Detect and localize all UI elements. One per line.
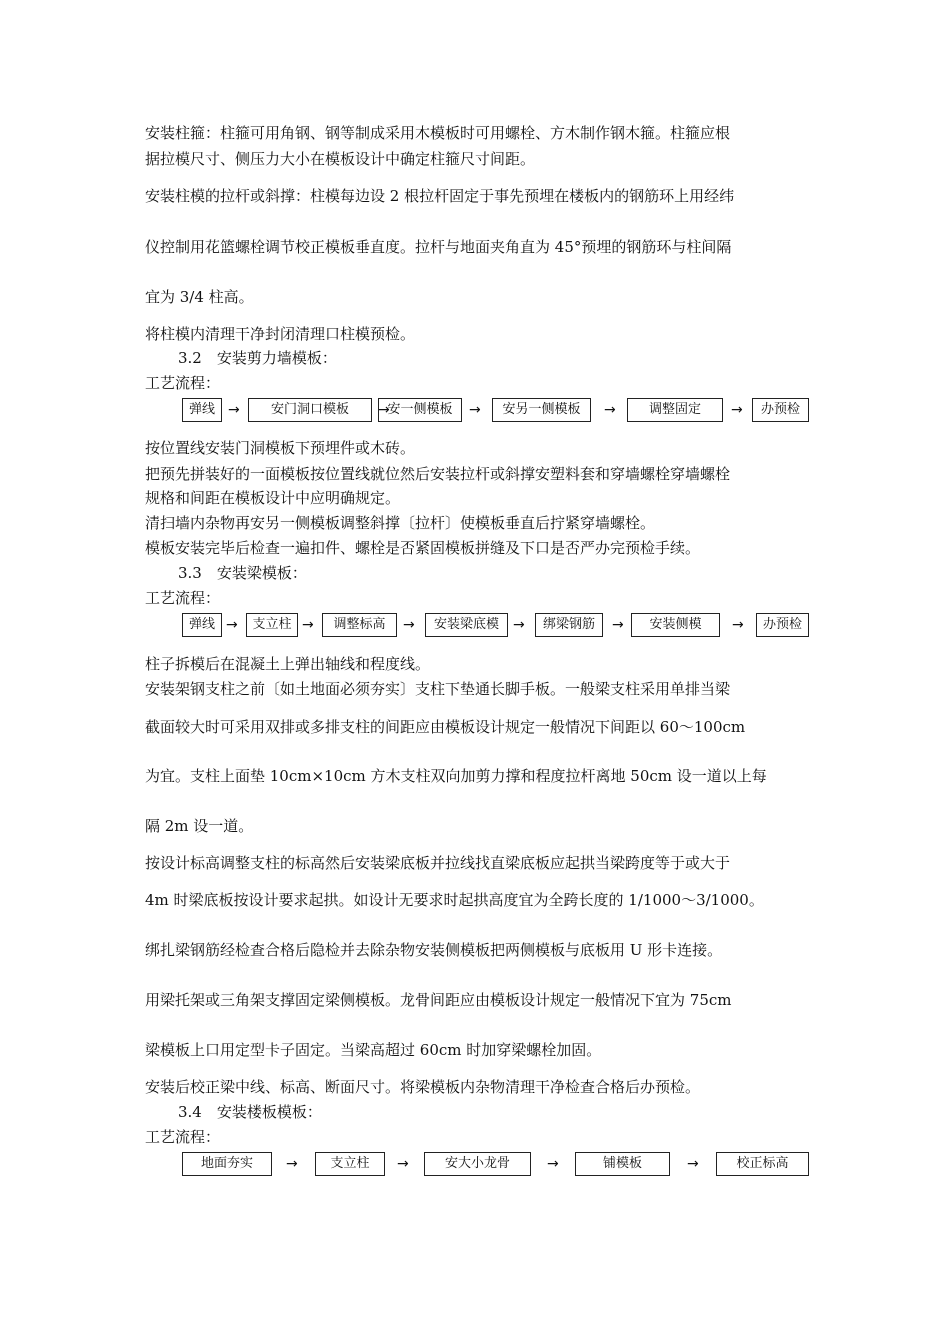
paragraph-support-1: 安装架钢支柱之前〔如土地面必须夯实〕支柱下垫通长脚手板。一般梁支柱采用单排当梁 xyxy=(145,680,731,698)
paragraph-clean-column: 将柱模内清理干净封闭清理口柱模预检。 xyxy=(145,325,416,343)
flow-step: 安一侧模板 xyxy=(378,398,462,422)
arrow-icon: → xyxy=(228,402,240,418)
paragraph-inspection: 模板安装完毕后检查一遍扣件、螺栓是否紧固模板拼缝及下口是否严办完预检手续。 xyxy=(145,539,701,557)
arrow-icon: → xyxy=(403,617,415,633)
flow-step: 弹线 xyxy=(182,613,222,637)
flow-diagram-slab xyxy=(0,1152,950,1192)
arrow-icon: → xyxy=(604,402,616,418)
flow-step: 绑梁钢筋 xyxy=(535,613,603,637)
flow-step: 调整固定 xyxy=(627,398,723,422)
paragraph-top-clamp: 梁模板上口用定型卡子固定。当梁高超过 60cm 时加穿梁螺栓加固。 xyxy=(145,1041,602,1059)
paragraph-side-form: 用梁托架或三角架支撑固定梁侧模板。龙骨间距应由模板设计规定一般情况下宜为 75cm xyxy=(145,991,732,1009)
flow-step: 弹线 xyxy=(182,398,222,422)
flow-step: 支立柱 xyxy=(246,613,298,637)
flow-step: 调整标高 xyxy=(322,613,397,637)
arrow-icon: → xyxy=(513,617,525,633)
arrow-icon: → xyxy=(286,1156,298,1172)
paragraph-axis-line: 柱子拆模后在混凝土上弹出轴线和程度线。 xyxy=(145,655,431,673)
arrow-icon: → xyxy=(687,1156,699,1172)
paragraph-tie-rod-2: 仪控制用花篮螺栓调节校正模板垂直度。拉杆与地面夹角直为 45°预埋的钢筋环与柱间隔 xyxy=(145,238,732,256)
flow-step: 铺模板 xyxy=(575,1152,670,1176)
arrow-icon: → xyxy=(732,617,744,633)
paragraph-column-hoop-2: 据拉模尺寸、侧压力大小在模板设计中确定柱箍尺寸间距。 xyxy=(145,150,536,168)
paragraph-first-panel-1: 把预先拼装好的一面模板按位置线就位然后安装拉杆或斜撑安塑料套和穿墙螺栓穿墙螺栓 xyxy=(145,465,731,483)
flow-step: 安装梁底模 xyxy=(425,613,508,637)
flow-step: 安装侧模 xyxy=(631,613,720,637)
paragraph-correction: 安装后校正梁中线、标高、断面尺寸。将梁模板内杂物清理干净检查合格后办预检。 xyxy=(145,1078,701,1096)
paragraph-door-opening: 按位置线安装门洞模板下预埋件或木砖。 xyxy=(145,439,416,457)
flow-step: 安大小龙骨 xyxy=(424,1152,531,1176)
flow-step: 校正标高 xyxy=(716,1152,809,1176)
flow-step: 安门洞口模板 xyxy=(248,398,372,422)
paragraph-camber-1: 按设计标高调整支柱的标高然后安装梁底板并拉线找直梁底板应起拱当梁跨度等于或大于 xyxy=(145,854,731,872)
flow-step: 地面夯实 xyxy=(182,1152,272,1176)
paragraph-second-panel: 清扫墙内杂物再安另一侧模板调整斜撑〔拉杆〕使模板垂直后拧紧穿墙螺栓。 xyxy=(145,514,656,532)
arrow-icon: → xyxy=(731,402,743,418)
flow-step: 支立柱 xyxy=(315,1152,385,1176)
paragraph-support-2: 截面较大时可采用双排或多排支柱的间距应由模板设计规定一般情况下间距以 60～100cm xyxy=(145,718,746,736)
process-label: 工艺流程： xyxy=(145,589,221,607)
flow-step: 办预检 xyxy=(756,613,809,637)
section-heading-3-3: 3.3 安装梁模板： xyxy=(178,564,307,582)
paragraph-tie-rod-3: 宜为 3/4 柱高。 xyxy=(145,288,254,306)
flow-diagram-beam xyxy=(0,613,950,653)
arrow-icon: → xyxy=(547,1156,559,1172)
section-heading-3-4: 3.4 安装楼板模板： xyxy=(178,1103,322,1121)
paragraph-support-3: 为宜。支柱上面垫 10cm×10cm 方木支柱双向加剪力撑和程度拉杆离地 50cm 设一道以上每 xyxy=(145,767,767,785)
process-label: 工艺流程： xyxy=(145,374,221,392)
paragraph-column-hoop-1: 安装柱箍：柱箍可用角钢、钢等制成采用木模板时可用螺栓、方木制作钢木箍。柱箍应根 xyxy=(145,124,731,142)
arrow-icon: → xyxy=(226,617,238,633)
paragraph-support-4: 隔 2m 设一道。 xyxy=(145,817,254,835)
arrow-icon: → xyxy=(612,617,624,633)
arrow-icon: → xyxy=(302,617,314,633)
arrow-icon: → xyxy=(397,1156,409,1172)
paragraph-first-panel-2: 规格和间距在模板设计中应明确规定。 xyxy=(145,489,401,507)
arrow-icon: → xyxy=(378,402,390,418)
paragraph-tie-rod-1: 安装柱模的拉杆或斜撑：柱模每边设 2 根拉杆固定于事先预埋在楼板内的钢筋环上用经纬 xyxy=(145,187,735,205)
process-label: 工艺流程： xyxy=(145,1128,221,1146)
flow-step: 办预检 xyxy=(752,398,809,422)
section-heading-3-2: 3.2 安装剪力墙模板： xyxy=(178,349,337,367)
paragraph-camber-2: 4m 时梁底板按设计要求起拱。如设计无要求时起拱高度宜为全跨长度的 1/1000～3/1000。 xyxy=(145,891,764,909)
flow-step: 安另一侧模板 xyxy=(492,398,591,422)
paragraph-rebar: 绑扎梁钢筋经检查合格后隐检并去除杂物安装侧模板把两侧模板与底板用 U 形卡连接。 xyxy=(145,941,723,959)
arrow-icon: → xyxy=(469,402,481,418)
flow-diagram-shear-wall xyxy=(0,398,950,438)
